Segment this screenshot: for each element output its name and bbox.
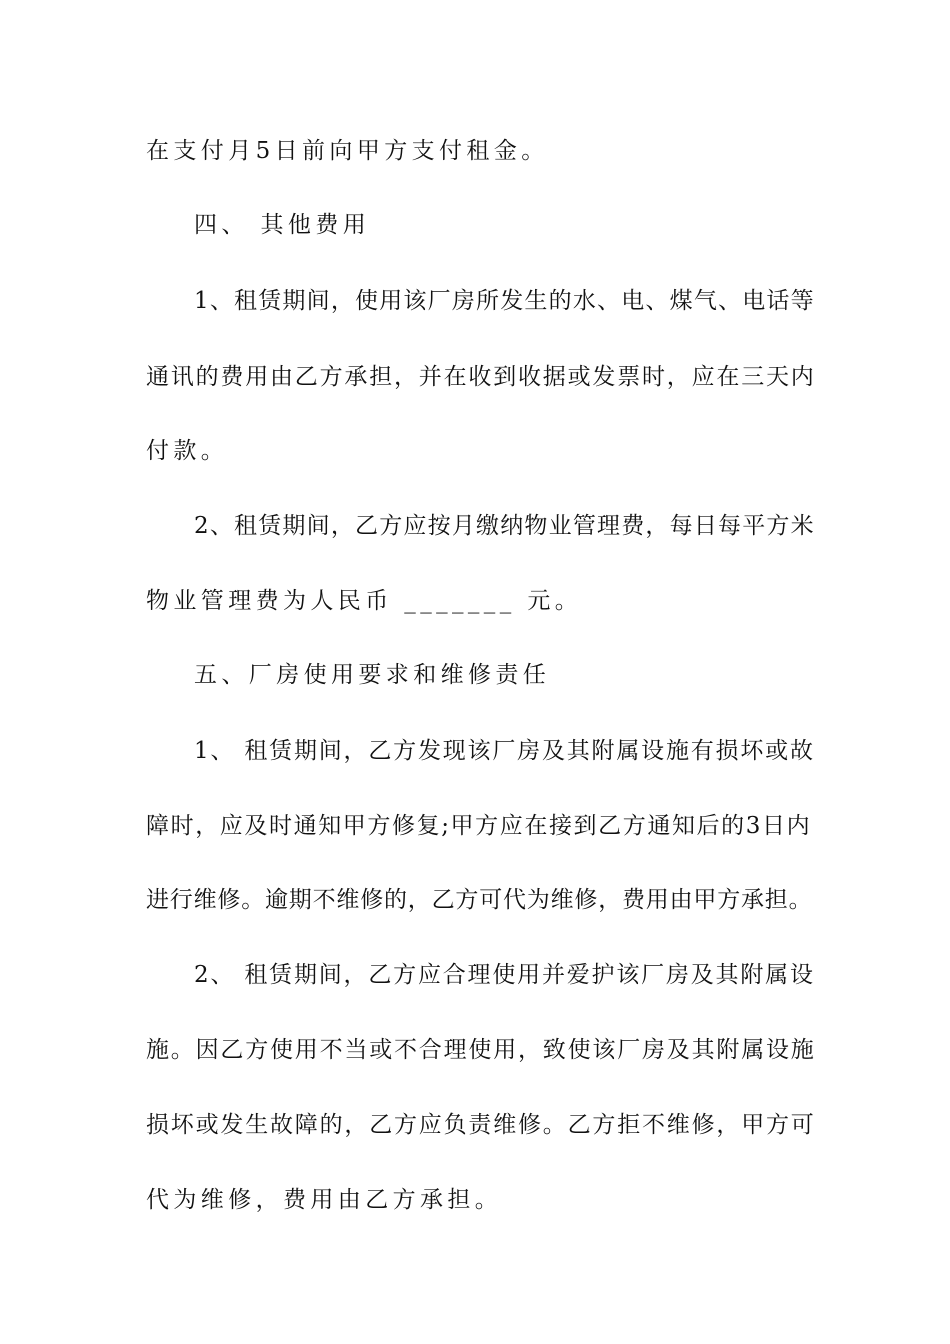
section-heading: 五、厂房使用要求和维修责任: [194, 662, 551, 688]
paragraph-line: 损坏或发生故障的，乙方应负责维修。乙方拒不维修，甲方可: [146, 1112, 816, 1138]
paragraph-line: 1、 租赁期间，乙方发现该厂房及其附属设施有损坏或故: [194, 738, 815, 764]
paragraph-line: 物业管理费为人民币 _______ 元。: [146, 588, 583, 614]
paragraph-line: 代为维修，费用由乙方承担。: [146, 1187, 503, 1213]
paragraph-line: 施。因乙方使用不当或不合理使用，致使该厂房及其附属设施: [146, 1037, 816, 1063]
paragraph-line: 障时，应及时通知甲方修复;甲方应在接到乙方通知后的3日内: [146, 813, 812, 839]
paragraph-line: 1、租赁期间，使用该厂房所发生的水、电、煤气、电话等: [194, 288, 815, 314]
section-heading: 四、 其他费用: [194, 212, 371, 238]
paragraph-line: 进行维修。逾期不维修的，乙方可代为维修，费用由甲方承担。: [146, 887, 813, 913]
paragraph-line: 付款。: [146, 438, 229, 464]
paragraph-line: 通讯的费用由乙方承担，并在收到收据或发票时，应在三天内: [146, 364, 816, 390]
paragraph-line: 在支付月5日前向甲方支付租金。: [146, 138, 549, 164]
paragraph-line: 2、 租赁期间，乙方应合理使用并爱护该厂房及其附属设: [194, 962, 815, 988]
paragraph-line: 2、租赁期间，乙方应按月缴纳物业管理费，每日每平方米: [194, 513, 815, 539]
